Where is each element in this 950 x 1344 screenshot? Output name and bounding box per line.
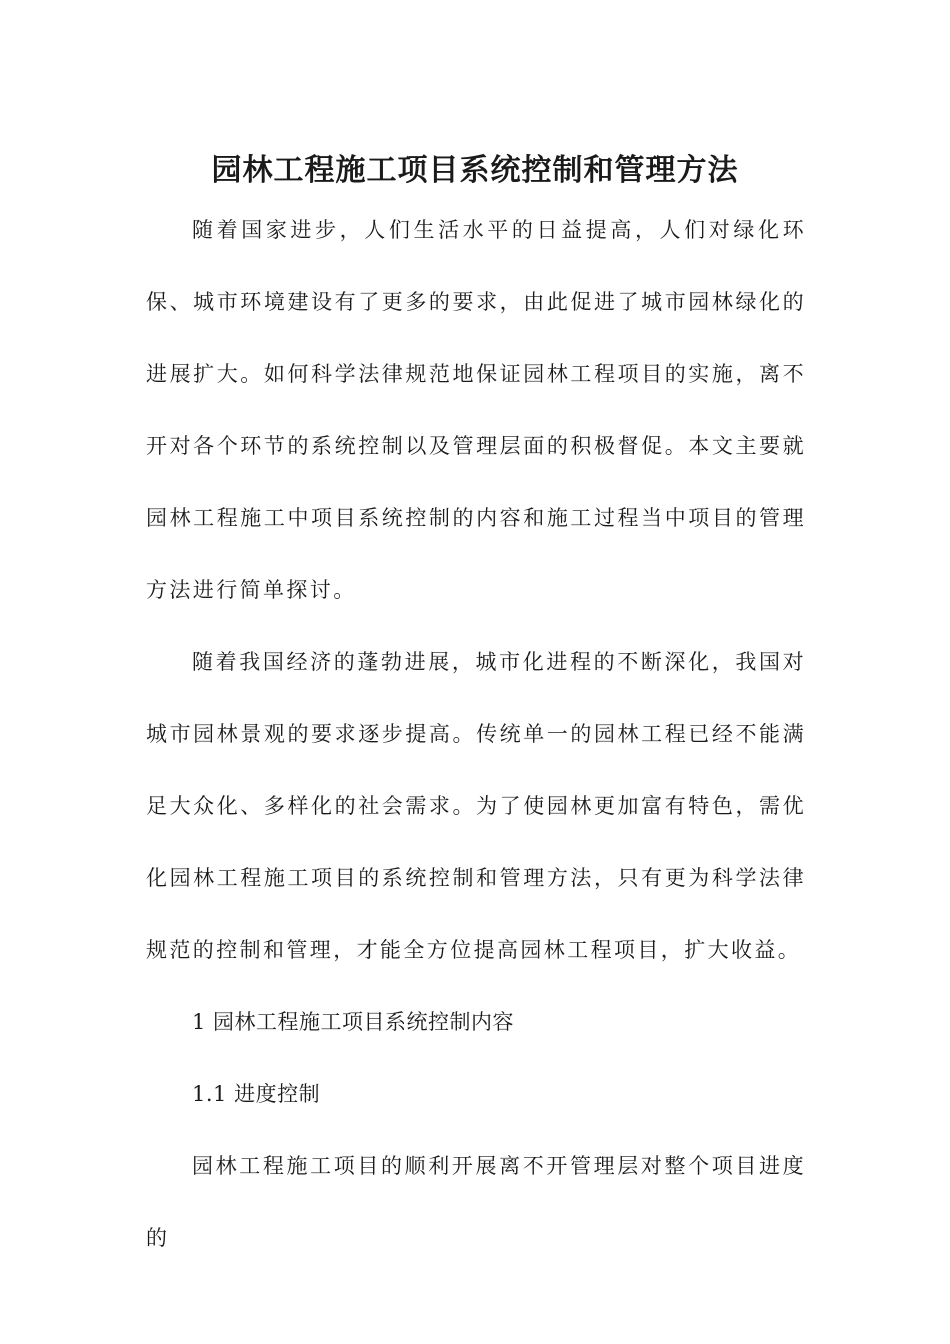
document-title: 园林工程施工项目系统控制和管理方法 xyxy=(211,153,739,189)
paragraph-intro: 随着国家进步，人们生活水平的日益提高，人们对绿化环保、城市环境建设有了更多的要求，由此促进了城市园林绿化的进展扩大。如何科学法律规范地保证园林工程项目的实施，离不开对各个环节的系统控制以及管理层面的积极督促。本文主要就园林工程施工中项目系统控制的内容和施工过程当中项目的管理方法进行简单探讨。 xyxy=(146,218,806,602)
document-body xyxy=(146,194,806,1274)
paragraph-background: 随着我国经济的蓬勃进展，城市化进程的不断深化，我国对城市园林景观的要求逐步提高。传统单一的园林工程已经不能满足大众化、多样化的社会需求。为了使园林更加富有特色，需优化园林工程施工项目的系统控制和管理方法，只有更为科学法律规范的控制和管理，才能全方位提高园林工程项目，扩大收益。 xyxy=(146,650,806,962)
paragraph-progress-control: 园林工程施工项目的顺利开展离不开管理层对整个项目进度的 xyxy=(146,1154,806,1250)
subsection-heading-1-1: 1.1 进度控制 xyxy=(192,1082,321,1106)
section-heading-1: 1 园林工程施工项目系统控制内容 xyxy=(192,1010,515,1034)
